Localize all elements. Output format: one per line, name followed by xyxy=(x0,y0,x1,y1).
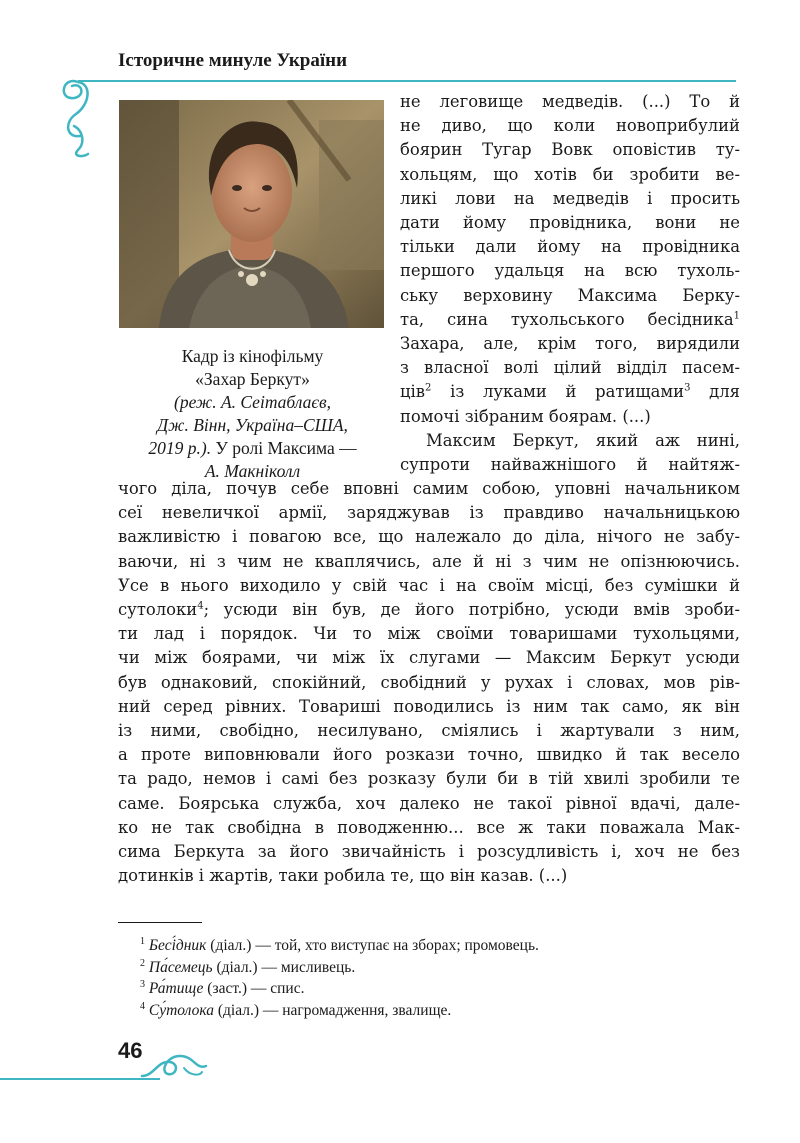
text-line: боярин Тугар Вовк оповістив ту- xyxy=(400,140,740,160)
text-line: ликі лови на медведів і просить xyxy=(400,188,740,208)
footnote-ref: 1 xyxy=(733,310,740,322)
text-line: сутолоки$^4$; усюди він був, де його потрібно, усюди вмів зроби- xyxy=(118,600,740,620)
caption-line: 2019 р.). xyxy=(148,438,212,458)
text-line: чого діла, почув себе вповні самим собою, уповні начальником xyxy=(118,479,740,498)
text-line: першого удальця на всю тухоль- xyxy=(400,261,740,281)
body-text xyxy=(118,477,740,888)
footnote-3: $^3$ Ра́тище (заст.) — спис. xyxy=(140,978,305,997)
footnote-ref: 2 xyxy=(425,382,432,394)
footnote-ref: 3 xyxy=(684,382,691,394)
column-text xyxy=(400,90,740,477)
bottom-rule xyxy=(0,1078,160,1080)
text-line: сеї невеличкої армії, заряджував із правдиво начальницькою xyxy=(118,503,740,523)
text-line: з власної волі цілий відділ пасем- xyxy=(400,358,740,378)
text-line: помочі зібраним боярам. (...) xyxy=(400,406,651,426)
text-line: дати йому провідника, вони не xyxy=(400,213,740,233)
text-line: не леговище медведів. (...) То й xyxy=(400,92,740,111)
running-header: Історичне минуле України xyxy=(118,50,348,71)
text-line: тільки дали йому на провідника xyxy=(400,237,740,257)
header-rule xyxy=(78,80,736,82)
image-caption xyxy=(110,345,395,483)
text-line: хольцям, що хотів би зробити ве- xyxy=(400,164,740,184)
text-line: був однаковий, спокійний, свобідний у рухах і словах, мов рів- xyxy=(118,672,740,692)
text-line: та, сина тухольського бесідника$^1$ xyxy=(400,309,740,329)
swirl-ornament-top xyxy=(52,70,102,160)
film-still-illustration xyxy=(119,100,384,328)
caption-line: (реж. А. Сеітаблаєв, xyxy=(174,392,331,412)
footnote-4: $^4$ Су́толока (діал.) — нагромадження, звалище. xyxy=(140,1000,452,1019)
footnote-1: $^1$ Бесі́дник (діал.) — той, хто виступає на зборах; промовець. xyxy=(140,935,539,954)
text-line: важливістю і повагою все, що належало до діла, нічого не забу- xyxy=(118,527,740,547)
text-line: та радо, немов і самі без розказу були би в тій хвилі зробили те xyxy=(118,769,740,789)
text-line: ко не так свобідна в поводженню... все ж таки поважала Мак- xyxy=(118,817,740,837)
caption-line: «Захар Беркут» xyxy=(195,369,310,389)
page-number: 46 xyxy=(118,1038,143,1063)
footnote-rule xyxy=(118,922,202,923)
text-line: ний серед рівних. Товариші поводились із ним так само, як він xyxy=(118,696,740,716)
caption-line: У ролі Максима — xyxy=(211,438,357,458)
text-line: саме. Боярська служба, хоч далеко не такої рівної вдачі, дале- xyxy=(118,793,740,813)
text-line: ську верховину Максима Берку- xyxy=(400,285,740,305)
text-line: ваючи, ні з чим не кваплячись, але й ні з чим не опізнюючись. xyxy=(118,551,740,571)
text-line: а проте виповнювали його розкази точно, швидко й так весело xyxy=(118,745,740,765)
caption-line: Кадр із кінофільму xyxy=(181,346,324,366)
text-line: супроти найважнішого й найтяж- xyxy=(400,455,740,475)
text-line: Усе в нього виходило у свій час і на своїм місці, без сумішки й xyxy=(118,575,740,595)
text-line: сима Беркута за його звичайність і розсудливість і, хоч не без xyxy=(118,842,740,862)
footnote-2: $^2$ Па́семець (діал.) — мисливець. xyxy=(140,957,356,976)
text-line: не диво, що коли новоприбулий xyxy=(400,116,740,136)
film-still-image xyxy=(119,100,384,328)
swirl-ornament-bottom xyxy=(140,1046,210,1082)
text-line: ців$^2$ із луками й ратищами$^3$ для xyxy=(400,382,740,402)
footnotes xyxy=(140,935,740,1021)
text-line: Максим Беркут, який аж нині, xyxy=(426,430,740,450)
caption-line: А. Макніколл xyxy=(204,461,301,481)
caption-line: Дж. Вінн, Україна–США, xyxy=(157,415,348,435)
text-line: ти лад і порядок. Чи то між своїми товаришами тухольцями, xyxy=(118,624,740,644)
text-line: Захара, але, крім того, вирядили xyxy=(400,334,740,354)
text-line: із ними, свобідно, несилувано, сміялись і жартували з ним, xyxy=(118,721,740,741)
text-line: дотинків і жартів, таки робила те, що він казав. (...) xyxy=(118,866,568,886)
footnote-ref: 4 xyxy=(197,600,204,612)
text-line: чи між боярами, чи між їх слугами — Максим Беркут усюди xyxy=(118,648,740,668)
